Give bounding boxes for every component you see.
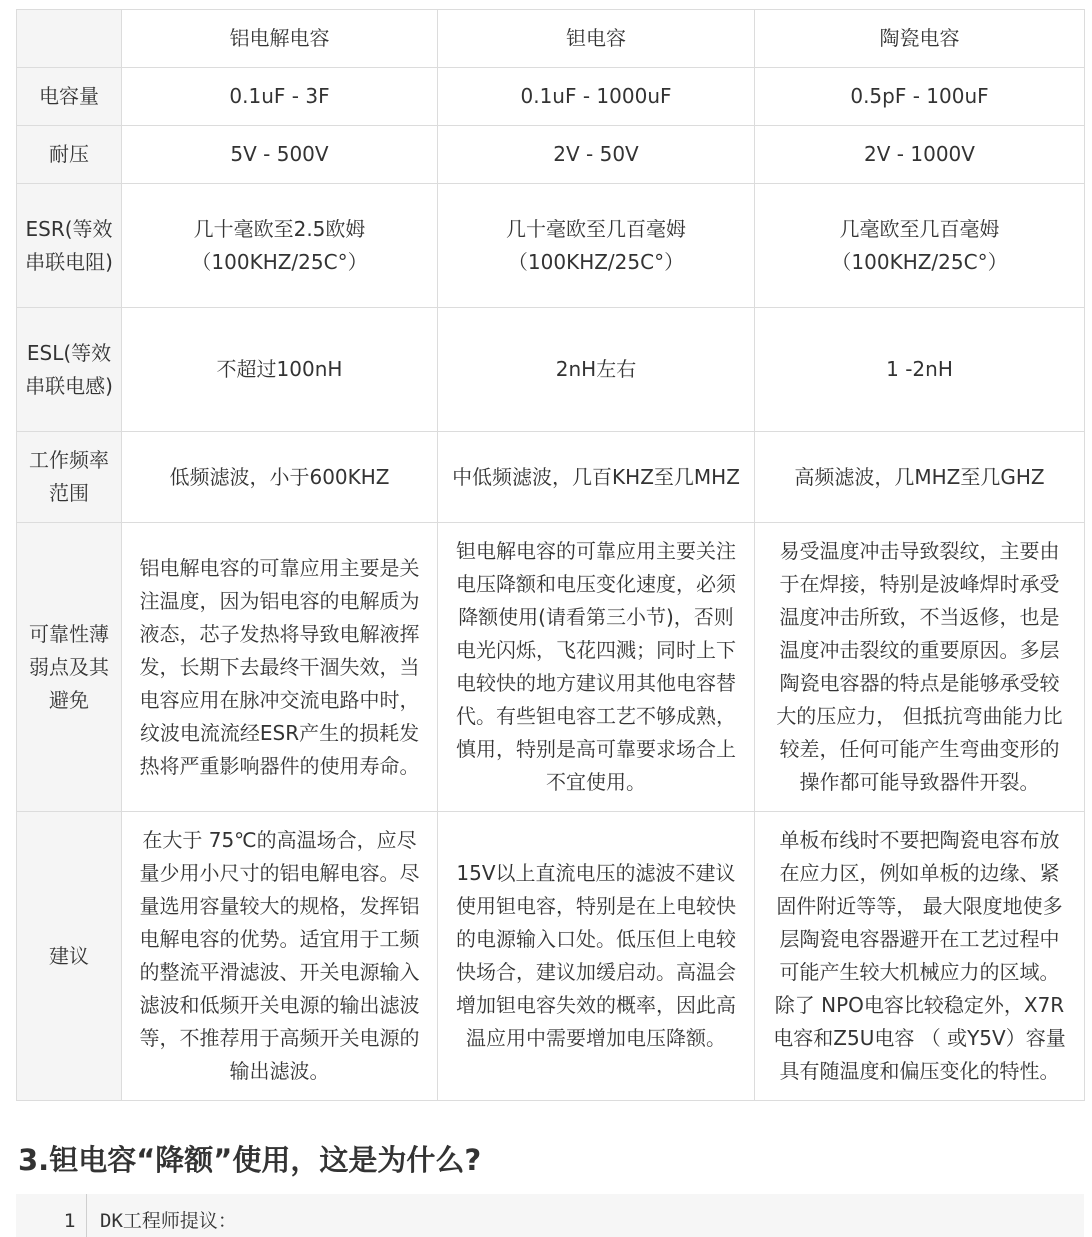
cell-capacitance-tantalum: 0.1uF - 1000uF <box>438 68 755 126</box>
row-label-capacitance: 电容量 <box>17 68 122 126</box>
cell-esr-tantalum: 几十毫欧至几百毫姆（100KHZ/25C°） <box>438 184 755 308</box>
row-label-reliability: 可靠性薄弱点及其避免 <box>17 523 122 812</box>
cell-esr-ceramic: 几毫欧至几百毫姆（100KHZ/25C°） <box>755 184 1085 308</box>
cell-esr-aluminum: 几十毫欧至2.5欧姆（100KHZ/25C°） <box>122 184 438 308</box>
cell-frequency-tantalum: 中低频滤波，几百KHZ至几MHZ <box>438 432 755 523</box>
table-row-esl <box>17 308 1085 432</box>
cell-advice-aluminum: 在大于 75℃的高温场合，应尽量少用小尺寸的铝电解电容。尽量选用容量较大的规格，发挥铝电解电容的优势。适宜用于工频的整流平滑滤波、开关电源输入滤波和低频开关电源的输出滤波等，不推荐用于高频开关电源的输出滤波。 <box>122 812 438 1101</box>
cell-frequency-aluminum: 低频滤波，小于600KHZ <box>122 432 438 523</box>
cell-voltage-tantalum: 2V - 50V <box>438 126 755 184</box>
row-label-frequency: 工作频率范围 <box>17 432 122 523</box>
table-row-voltage <box>17 126 1085 184</box>
table-row-frequency <box>17 432 1085 523</box>
table-row-reliability <box>17 523 1085 812</box>
code-line-text: DK工程师提议： <box>100 1210 237 1232</box>
table-header-row <box>17 10 1085 68</box>
cell-advice-tantalum: 15V以上直流电压的滤波不建议使用钽电容，特别是在上电较快的电源输入口处。低压但上电较快场合，建议加缓启动。高温会增加钽电容失效的概率，因此高温应用中需要增加电压降额。 <box>438 812 755 1101</box>
header-cell-tantalum: 钽电容 <box>438 10 755 68</box>
row-label-voltage: 耐压 <box>17 126 122 184</box>
code-gutter <box>16 1194 87 1237</box>
capacitor-comparison-table <box>16 9 1085 1101</box>
row-label-advice: 建议 <box>17 812 122 1101</box>
cell-voltage-aluminum: 5V - 500V <box>122 126 438 184</box>
cell-reliability-ceramic: 易受温度冲击导致裂纹，主要由于在焊接，特别是波峰焊时承受温度冲击所致，不当返修，也是温度冲击裂纹的重要原因。多层陶瓷电容器的特点是能够承受较大的压应力， 但抵抗弯曲能力比较差，任何可能产生弯曲变形的操作都可能导致器件开裂。 <box>755 523 1085 812</box>
table-row-advice <box>17 812 1085 1101</box>
cell-capacitance-ceramic: 0.5pF - 100uF <box>755 68 1085 126</box>
header-cell-corner <box>17 10 122 68</box>
row-label-esl: ESL(等效串联电感) <box>17 308 122 432</box>
row-label-esr: ESR(等效串联电阻) <box>17 184 122 308</box>
cell-esl-tantalum: 2nH左右 <box>438 308 755 432</box>
header-cell-ceramic: 陶瓷电容 <box>755 10 1085 68</box>
cell-frequency-ceramic: 高频滤波，几MHZ至几GHZ <box>755 432 1085 523</box>
code-block <box>16 1194 1084 1237</box>
cell-capacitance-aluminum: 0.1uF - 3F <box>122 68 438 126</box>
cell-esl-ceramic: 1 -2nH <box>755 308 1085 432</box>
cell-voltage-ceramic: 2V - 1000V <box>755 126 1085 184</box>
cell-advice-ceramic: 单板布线时不要把陶瓷电容布放在应力区，例如单板的边缘、紧固件附近等等， 最大限度地使多层陶瓷电容器避开在工艺过程中可能产生较大机械应力的区域。除了 NPO电容比较稳定外，X7R电容和Z5U电容 （ 或Y5V）容量具有随温度和偏压变化的特性。 <box>755 812 1085 1101</box>
cell-esl-aluminum: 不超过100nH <box>122 308 438 432</box>
header-cell-aluminum: 铝电解电容 <box>122 10 438 68</box>
cell-reliability-aluminum: 铝电解电容的可靠应用主要是关注温度，因为铝电容的电解质为液态，芯子发热将导致电解液挥发，长期下去最终干涸失效，当电容应用在脉冲交流电路中时，纹波电流流经ESR产生的损耗发热将严重影响器件的使用寿命。 <box>122 523 438 812</box>
code-line-number: 1 <box>63 1210 76 1232</box>
section-heading: 3.钽电容“降额”使用，这是为什么? <box>18 1143 482 1177</box>
table-row-capacitance <box>17 68 1085 126</box>
cell-reliability-tantalum: 钽电解电容的可靠应用主要关注电压降额和电压变化速度，必须降额使用(请看第三小节)，否则电光闪烁，飞花四溅；同时上下电较快的地方建议用其他电容替代。有些钽电容工艺不够成熟，慎用，特别是高可靠要求场合上不宜使用。 <box>438 523 755 812</box>
table-row-esr <box>17 184 1085 308</box>
